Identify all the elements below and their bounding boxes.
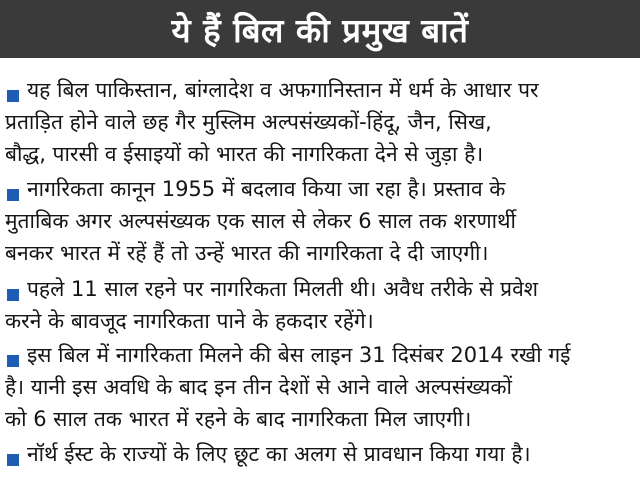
blue-square-bullet-icon (7, 355, 19, 367)
blue-square-bullet-icon (7, 90, 19, 102)
headline-banner (0, 0, 640, 58)
point-text-line: इस बिल में नागरिकता मिलने की बेस लाइन 31 दिसंबर 2014 रखी गई (27, 343, 571, 367)
headline-title: ये हैं बिल की प्रमुख बातें (171, 10, 469, 50)
point-text-line: नागरिकता कानून 1955 में बदलाव किया जा रहा है। प्रस्ताव के (27, 177, 506, 201)
point-text-line: प्रताड़ित होने वाले छह गैर मुस्लिम अल्पसंख्यकों-हिंदू, जैन, सिख, (5, 110, 492, 134)
blue-square-bullet-icon (7, 189, 19, 201)
point-text-line: बनकर भारत में रहें हैं तो उन्हें भारत की नागरिकता दे दी जाएगी। (5, 241, 489, 265)
blue-square-bullet-icon (7, 289, 19, 301)
point-text-line: है। यानी इस अवधि के बाद इन तीन देशों से आने वाले अल्पसंख्यकों (5, 375, 512, 399)
point-text-line: यह बिल पाकिस्तान, बांग्लादेश व अफगानिस्तान में धर्म के आधार पर (27, 78, 539, 102)
point-text-line: मुताबिक अगर अल्पसंख्यक एक साल से लेकर 6 साल तक शरणार्थी (5, 209, 516, 233)
point-text-line: करने के बावजूद नागरिकता पाने के हकदार रहेंगे। (5, 309, 374, 333)
point-text-line: को 6 साल तक भारत में रहने के बाद नागरिकता मिल जाएगी। (5, 407, 472, 431)
point-text-line: बौद्ध, पारसी व ईसाइयों को भारत की नागरिकता देने से जुड़ा है। (5, 142, 484, 166)
key-points-list (0, 60, 640, 479)
blue-square-bullet-icon (7, 454, 19, 466)
point-text-line: पहले 11 साल रहने पर नागरिकता मिलती थी। अवैध तरीके से प्रवेश (27, 277, 539, 301)
point-text-line: नॉर्थ ईस्ट के राज्यों के लिए छूट का अलग से प्रावधान किया गया है। (27, 442, 531, 466)
